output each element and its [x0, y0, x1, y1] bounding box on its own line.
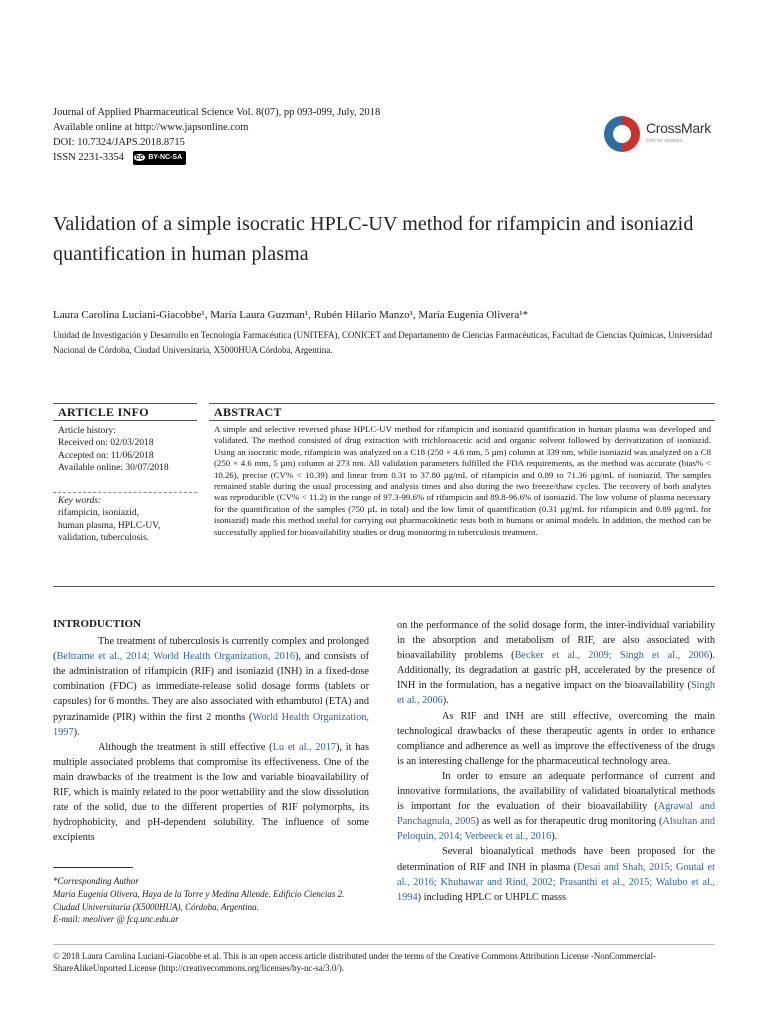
article-title: Validation of a simple isocratic HPLC-UV method for rifampicin and isoniazid quantification in human plasma: [53, 213, 694, 265]
crossmark-label: CrossMark: [646, 120, 711, 136]
crossmark-sublabel: click for updates: [646, 138, 683, 144]
license-rule: [53, 944, 715, 945]
online-date: Available online: 30/07/2018: [58, 462, 169, 473]
footnote-label: *Corresponding Author: [53, 876, 139, 886]
keyword-line: rifampicin, isoniazid,: [58, 508, 139, 519]
citation-link[interactable]: Beltrame et al., 2014; World Health Organization, 2016: [56, 651, 295, 663]
article-info-heading: ARTICLE INFO: [58, 405, 149, 419]
affiliation: Unidad de Investigación y Desarrollo en Tecnología Farmacéutica (UNITEFA), CONICET and Departamento de Ciencias Farmacéuticas, Facultad de Ciencias Químicas, Universidad Nacional de Córdoba, Ciudad Universitaria, X5000HUA Córdoba, Argentina.: [53, 330, 713, 355]
keyword-line: validation, tuberculosis.: [58, 533, 150, 544]
license-statement: © 2018 Laura Carolina Luciani-Giacobbe et al. This is an open access article distributed under the terms of the Creative Commons Attribution License -NonCommercial-ShareAlikeUnported License (http://creativecommons.org/licenses/by-nc-sa/3.0/).: [53, 951, 657, 974]
corresponding-author-footnote: [53, 875, 369, 926]
article-info-top-rule: [53, 403, 197, 404]
abstract-text: A simple and selective reversed phase HPLC-UV method for rifampicin and isoniazid quantification in human plasma was developed and validated. The method consisted of drug extraction with trichloroacetic acid and organic solvent followed by derivatization of isoniazid. Using an isocratic mode, rifampicin was analyzed on a C18 (250 × 4.6 mm, 5 µm) column at 339 nm, while isoniazid was analyzed on a C8 (250 × 4.6 mm, 5 µm) column at 273 nm. All validation parameters fulfilled the FDA requirements, as the method was accurate (bias% < 10.26), precise (CV% < 10.39) and linear from 0.31 to 37.80 µg/mL of rifampicin and 0.89 to 71.36 µg/mL of isoniazid. The samples remained stable during the usual processing and analysis times and also during the two freeze/thaw cycles. The recovery of both analytes was reproducible (CV% < 11.2) in the range of 97.3-99.6% of rifampicin and 89.8-96.6% of isoniazid. The low volume of plasma necessary for the quantification of the samples (750 µL in total) and the low limit of quantification (0.31 µg/mL for rifampicin and 0.89 µg/mL for isoniazid) made this method useful for carrying out pharmacokinetic tests both in humans or animal models. In addition, the method can be successfully applied for bioavailability studies or drug monitoring in tuberculosis treatment.: [214, 424, 711, 537]
author-list: Laura Carolina Luciani-Giacobbe¹, María Laura Guzman¹, Rubén Hilario Manzo¹, María Eugenia Olivera¹*: [53, 309, 529, 321]
history-label: Article history:: [58, 426, 116, 436]
article-info-head-rule: [53, 420, 197, 421]
footnote-address: María Eugenia Olivera, Haya de la Torre y Medina Allende. Edificio Ciencias 2. Ciudad Universitaria (X5000HUA), Córdoba, Argentina.: [53, 888, 345, 912]
footnote-rule: [53, 867, 133, 868]
journal-header: [53, 105, 380, 165]
cc-license-icon[interactable]: cc BY-NC-SA: [133, 151, 187, 165]
citation-link[interactable]: World Health Organization, 1997: [53, 711, 369, 738]
journal-citation: Journal of Applied Pharmaceutical Science Vol. 8(07), pp 093-099, July, 2018: [53, 107, 381, 118]
accepted-date: Accepted on: 11/06/2018: [58, 450, 154, 461]
paragraph: The treatment of tuberculosis is currently complex and prolonged (Beltrame et al., 2014; World Health Organization, 2016), and consists of the administration of rifampicin (RIF) and isoniazid (INH) in a fixed-dose combination (FDC) as immediate-release solid dosage forms (tablets or capsules) for 6 months. They are also associated with ethambutol (ETA) and pyrazinamide (PIR) within the first 2 months (World Health Organization, 1997).: [53, 636, 370, 738]
abstract-head-rule: [209, 420, 715, 421]
citation-link[interactable]: Becker et al., 2009; Singh et al., 2006: [514, 650, 709, 662]
citation-link[interactable]: Desai and Shah, 2015; Goutal et al., 2016; Khuhawar and Rind, 2002; Prasanthi et al., 2015; Walubo et al., 1994: [397, 861, 715, 903]
citation-link[interactable]: Lu et al., 2017: [272, 741, 336, 753]
citation-link[interactable]: Singh et al., 2006: [397, 680, 715, 707]
paragraph: on the performance of the solid dosage form, the inter-individual variability in the absorption and metabolism of RIF, are also associated with bioavailability problems (Becker et al., 2009; Singh et al., 2006). Additionally, its degradation at gastric pH, accelerated by the presence of INH in the formulation, has a negative impact on the bioavailability (Singh et al., 2006).: [397, 620, 715, 707]
right-column: [397, 618, 715, 905]
received-date: Received on: 02/03/2018: [58, 438, 154, 449]
issn-line: [53, 150, 380, 165]
paragraph: Several bioanalytical methods have been proposed for the determination of RIF and INH in plasma (Desai and Shah, 2015; Goutal et al., 2016; Khuhawar and Rind, 2002; Prasanthi et al., 2015; Walubo et al., 1994) including HPLC or UHPLC masss: [397, 846, 715, 903]
paragraph: As RIF and INH are still effective, overcoming the main technological drawbacks of these therapeutic agents in order to enhance compliance and adherence as well as improve the effectiveness of the drugs is an interesting challenge for the pharmaceutical technology area.: [397, 710, 715, 767]
article-info: [58, 425, 198, 544]
footnote-email[interactable]: E-mail: meoliver @ fcq.unc.edu.ar: [53, 914, 179, 925]
crossmark-icon: [604, 116, 640, 152]
paragraph: In order to ensure an adequate performance of current and innovative formulations, the availability of validated bioanalytical methods is important for the evaluation of their bioavailability (Agrawal and Panchagnula, 2005) as well as for therapeutic drug monitoring (Alsultan and Peloquin, 2014; Verbeeck et al., 2016).: [397, 770, 715, 843]
keyword-line: human plasma, HPLC-UV,: [58, 520, 161, 531]
left-column: [53, 617, 369, 845]
citation-link[interactable]: Agrawal and Panchagnula, 2005: [397, 801, 715, 828]
abstract-bottom-rule: [53, 586, 715, 587]
section-heading-introduction: INTRODUCTION: [53, 618, 142, 630]
journal-url[interactable]: Available online at http://www.japsonline.com: [53, 122, 249, 133]
keywords-label: Key words:: [58, 496, 102, 507]
doi[interactable]: DOI: 10.7324/JAPS.2018.8715: [53, 137, 185, 148]
citation-link[interactable]: Alsultan and Peloquin, 2014; Verbeeck et al., 2016: [397, 816, 715, 843]
crossmark-button[interactable]: [604, 114, 714, 158]
abstract-top-rule: [209, 403, 715, 404]
abstract-heading: ABSTRACT: [214, 405, 282, 419]
paragraph: Although the treatment is still effective (Lu et al., 2017), it has multiple associated problems that compromise its effectiveness. One of the main drawbacks of the treatment is the low and variable bioavailability of RIF, which is mainly related to the poor wettability and the slow dissolution rate of the solid, due to the different properties of RIF polymorphs, its hydrophobicity, and pH-dependent solubility. The influence of some excipients: [53, 741, 370, 844]
issn: ISSN 2231-3354: [53, 152, 124, 163]
